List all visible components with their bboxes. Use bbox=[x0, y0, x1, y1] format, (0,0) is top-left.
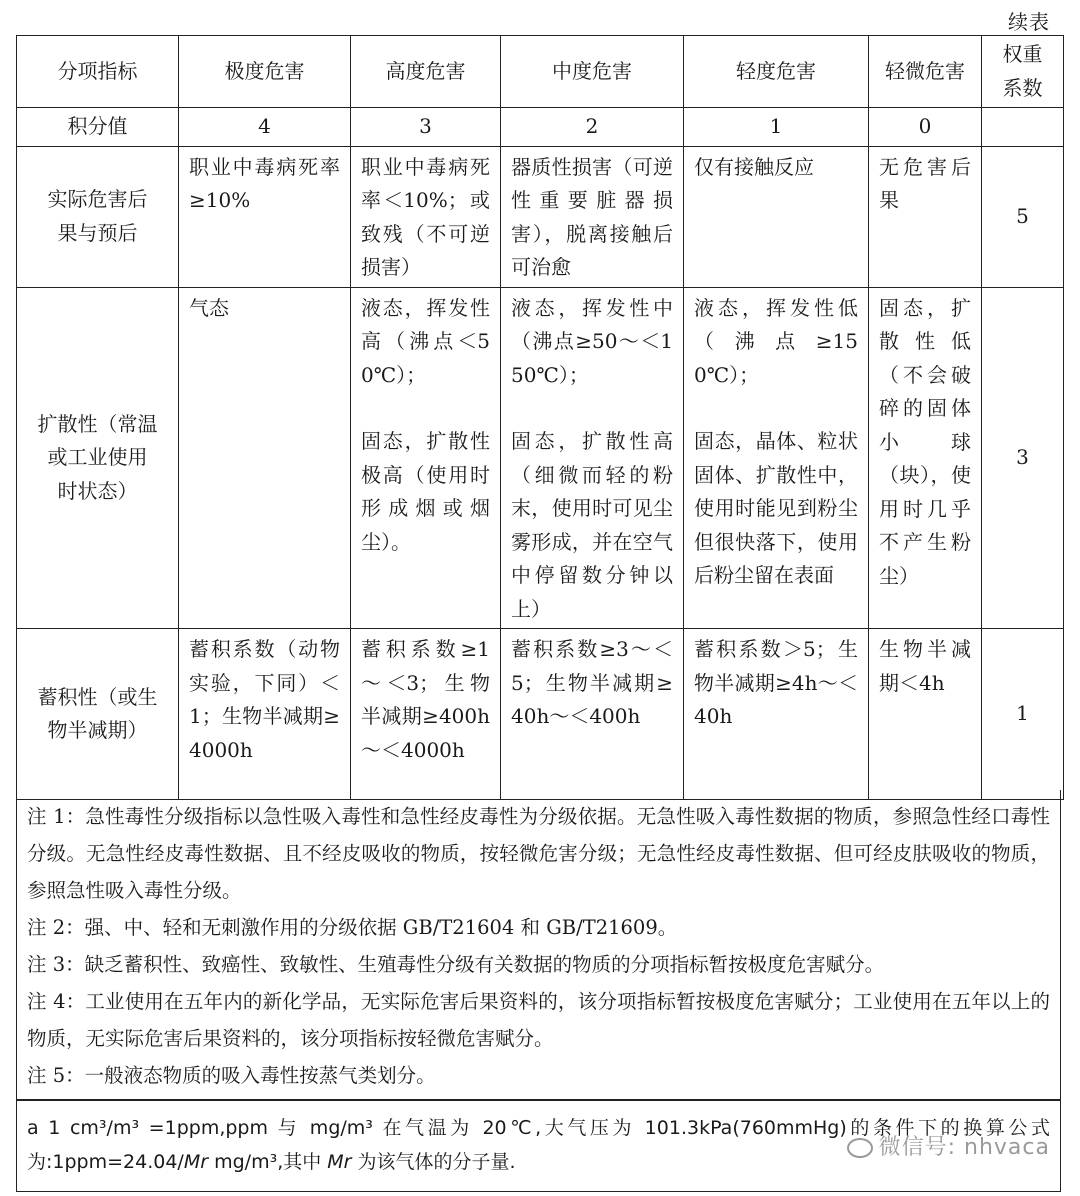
row-label bbox=[17, 629, 179, 800]
footnote-mr: Mr bbox=[327, 1151, 352, 1173]
header-slight: 轻微危害 bbox=[869, 36, 982, 108]
note: 注 2：强、中、轻和无刺激作用的分级依据 GB/T21604 和 GB/T21609。 bbox=[27, 916, 678, 939]
table-row bbox=[17, 146, 1064, 287]
cell-light: 蓄积系数＞5；生物半减期≥4h～＜40h bbox=[684, 629, 869, 800]
cell-extreme: 蓄积系数（动物实验，下同）＜1；生物半减期≥4000h bbox=[179, 629, 351, 800]
hazard-classification-table bbox=[16, 35, 1064, 800]
row-label bbox=[17, 287, 179, 629]
score-extreme: 4 bbox=[179, 108, 351, 147]
footnote-text: mg/m³,其中 bbox=[208, 1151, 328, 1173]
cell-weight: 3 bbox=[982, 287, 1064, 629]
cell-part: 液态，挥发性高（沸点＜50℃）； bbox=[361, 295, 490, 387]
cell-slight: 固态，扩散性低（不会破碎的固体小球（块），使用时几乎不产生粉尘） bbox=[869, 287, 982, 629]
score-weight bbox=[982, 108, 1064, 147]
footnote-text: a 1 cm³/m³ =1ppm,ppm 与 mg/m³ 在气温为 20℃,大气压为 101.3kPa(760mmHg)的条件下的换算公式为:1ppm=24.04/ bbox=[27, 1117, 1050, 1173]
wechat-icon bbox=[847, 1138, 873, 1158]
cell-weight: 5 bbox=[982, 146, 1064, 287]
cell-light: 仅有接触反应 bbox=[684, 146, 869, 287]
note: 注 3：缺乏蓄积性、致癌性、致敏性、生殖毒性分级有关数据的物质的分项指标暂按极度危害赋分。 bbox=[27, 953, 885, 976]
cell-medium: 蓄积系数≥3～＜5；生物半减期≥40h～＜400h bbox=[501, 629, 684, 800]
footnote-mr: Mr bbox=[183, 1151, 209, 1173]
header-medium: 中度危害 bbox=[501, 36, 684, 108]
score-row bbox=[17, 108, 1064, 147]
continued-label: 续表 bbox=[1008, 10, 1050, 34]
table-row bbox=[17, 629, 1064, 800]
score-medium: 2 bbox=[501, 108, 684, 147]
header-indicator: 分项指标 bbox=[17, 36, 179, 108]
cell-extreme: 职业中毒病死率≥10% bbox=[179, 146, 351, 287]
cell-high: 职业中毒病死率＜10%；或致残（不可逆损害） bbox=[351, 146, 501, 287]
cell-medium bbox=[501, 287, 684, 629]
weight-line2: 系数 bbox=[1002, 75, 1043, 100]
cell-light bbox=[684, 287, 869, 629]
cell-part: 固态，扩散性极高（使用时形成烟或烟尘）。 bbox=[361, 429, 490, 554]
cell-slight: 生物半减期＜4h bbox=[869, 629, 982, 800]
notes-section bbox=[16, 790, 1061, 1100]
row-label-line: 扩散性（常温 bbox=[37, 411, 158, 436]
cell-slight: 无危害后果 bbox=[869, 146, 982, 287]
row-label-line: 蓄积性（或生 bbox=[37, 684, 158, 709]
cell-weight: 1 bbox=[982, 629, 1064, 800]
score-light: 1 bbox=[684, 108, 869, 147]
score-label: 积分值 bbox=[17, 108, 179, 147]
header-extreme: 极度危害 bbox=[179, 36, 351, 108]
cell-high bbox=[351, 287, 501, 629]
header-row bbox=[17, 36, 1064, 108]
row-label-line: 实际危害后 bbox=[47, 187, 148, 211]
header-weight bbox=[982, 36, 1064, 108]
weight-line1: 权重 bbox=[1002, 42, 1043, 66]
note: 注 4：工业使用在五年内的新化学品，无实际危害后果资料的，该分项指标暂按极度危害赋分；工业使用在五年以上的物质，无实际危害后果资料的，该分项指标按轻微危害赋分。 bbox=[27, 990, 1050, 1050]
row-label bbox=[17, 146, 179, 287]
cell-high: 蓄积系数≥1～＜3；生物半减期≥400h～＜4000h bbox=[351, 629, 501, 800]
row-label-line: 时状态） bbox=[57, 478, 138, 503]
cell-extreme: 气态 bbox=[179, 287, 351, 629]
watermark bbox=[847, 1130, 1050, 1161]
table-row bbox=[17, 287, 1064, 629]
score-high: 3 bbox=[351, 108, 501, 147]
watermark-text: 微信号: nhvaca bbox=[878, 1135, 1050, 1160]
row-label-line: 或工业使用 bbox=[47, 445, 148, 469]
cell-part: 固态，晶体、粒状固体、扩散性中，使用时能见到粉尘但很快落下，使用后粉尘留在表面 bbox=[694, 429, 858, 587]
cell-part: 液态，挥发性中（沸点≥50～＜150℃）； bbox=[511, 295, 673, 387]
cell-medium: 器质性损害（可逆性重要脏器损害），脱离接触后可治愈 bbox=[501, 146, 684, 287]
note: 注 1：急性毒性分级指标以急性吸入毒性和急性经皮毒性为分级依据。无急性吸入毒性数据的物质，参照急性经口毒性分级。无急性经皮毒性数据、且不经皮吸收的物质，按轻微危害分级；无急性经皮毒性数据、但可经皮肤吸收的物质，参照急性吸入毒性分级。 bbox=[27, 805, 1050, 902]
score-slight: 0 bbox=[869, 108, 982, 147]
footnote-text: 为该气体的分子量. bbox=[351, 1151, 516, 1173]
note: 注 5：一般液态物质的吸入毒性按蒸气类划分。 bbox=[27, 1064, 436, 1087]
cell-part: 固态，扩散性高（细微而轻的粉末，使用时可见尘雾形成，并在空气中停留数分钟以上） bbox=[511, 429, 673, 621]
header-light: 轻度危害 bbox=[684, 36, 869, 108]
row-label-line: 物半减期） bbox=[47, 718, 148, 742]
cell-part: 液态，挥发性低（沸点≥150℃）； bbox=[694, 295, 858, 387]
row-label-line: 果与预后 bbox=[57, 220, 138, 245]
header-high: 高度危害 bbox=[351, 36, 501, 108]
